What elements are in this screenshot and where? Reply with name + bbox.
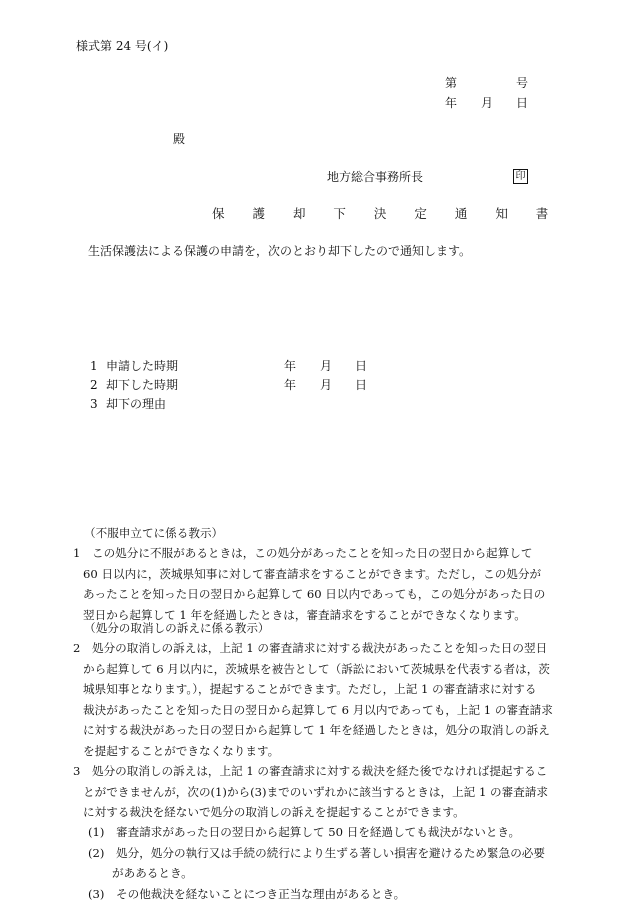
- seal-label: 印: [513, 169, 528, 184]
- paragraph-1-line: 翌日から起算して 1 年を経過したときは，審査請求をすることができなくなります。: [83, 607, 526, 622]
- subitem-2-continuation: がああるとき。: [112, 866, 193, 880]
- item-1-day: 日: [355, 359, 368, 373]
- reference-go: 号: [516, 76, 529, 90]
- item-2-year: 年: [284, 378, 297, 392]
- reference-dai: 第: [445, 76, 458, 90]
- paragraph-2-line: 城県知事となります。），提起することができます。ただし，上記 1 の審査請求に対する: [83, 682, 537, 696]
- date-day: 日: [516, 96, 529, 110]
- issuer: 地方総合事務所長: [327, 170, 424, 184]
- date-year: 年: [445, 96, 458, 110]
- subitem-2: (2) 処分，処分の執行又は手続の続行により生ずる著しい損害を避けるため緊急の必要: [88, 845, 545, 860]
- notice-paragraph-2: [73, 638, 553, 761]
- notice-paragraph-1: [73, 543, 545, 625]
- item-2-month: 月: [320, 378, 333, 392]
- paragraph-1-line: 1 この処分に不服があるときは，この処分があったことを知った日の翌日から起算して: [73, 546, 533, 560]
- intro-text: 生活保護法による保護の申請を，次のとおり却下したので通知します。: [88, 244, 472, 258]
- subitem-1: (1) 審査請求があった日の翌日から起算して 50 日を経過しても裁決がないとき。: [88, 825, 521, 839]
- notice-subitems: [88, 822, 545, 904]
- seal-mark: [513, 169, 528, 184]
- notice-paragraph-3: [73, 761, 548, 823]
- notice-heading-appeal: （不服申立てに係る教示）: [84, 526, 224, 540]
- paragraph-2-line: を提起することができなくなります。: [83, 743, 280, 758]
- paragraph-3-line: 3 処分の取消しの訴えは，上記 1 の審査請求に対する裁決を経た後でなければ提起するこ: [73, 764, 548, 778]
- item-2-day: 日: [355, 378, 368, 392]
- paragraph-2-line: 2 処分の取消しの訴えは，上記 1 の審査請求に対する裁決があったことを知った日の翌日: [73, 641, 548, 655]
- item-1-year: 年: [284, 359, 297, 373]
- item-3-label: 却下の理由: [106, 397, 167, 411]
- paragraph-3-line: とができませんが，次の(1)から(3)までのいずれかに該当するときは，上記 1 の審査請求: [83, 784, 548, 799]
- item-2-label: 却下した時期: [106, 378, 179, 392]
- paragraph-2-line: から起算して 6 月以内に，茨城県を被告として（訴訟において茨城県を代表する者は，茨: [83, 661, 550, 676]
- paragraph-1-line: あったことを知った日の翌日から起算して 60 日以内であっても，この処分があった日の: [83, 587, 546, 601]
- item-1-label: 申請した時期: [106, 359, 179, 373]
- paragraph-2-line: 裁決があったことを知った日の翌日から起算して 6 月以内であっても，上記 1 の審査請求: [83, 702, 553, 717]
- item-2-number: 2: [90, 378, 98, 392]
- item-3-number: 3: [90, 397, 98, 411]
- form-number: 様式第 24 号(イ): [76, 39, 169, 53]
- item-1-number: 1: [90, 359, 98, 373]
- item-1-month: 月: [320, 359, 333, 373]
- date-month: 月: [481, 96, 494, 110]
- subitem-3: (3) その他裁決を経ないことにつき正当な理由があるとき。: [88, 886, 406, 901]
- document-title: 保 護 却 下 決 定 通 知 書: [212, 206, 561, 221]
- paragraph-2-line: に対する裁決があった日の翌日から起算して 1 年を経過したときは，処分の取消しの訴え: [83, 723, 550, 737]
- paragraph-3-line: に対する裁決を経ないで処分の取消しの訴えを提起することができます。: [83, 805, 465, 819]
- notice-heading-lawsuit: （処分の取消しの訴えに係る教示）: [84, 621, 270, 635]
- addressee: 殿: [173, 132, 186, 146]
- paragraph-1-line: 60 日以内に，茨城県知事に対して審査請求をすることができます。ただし，この処分が: [83, 566, 542, 581]
